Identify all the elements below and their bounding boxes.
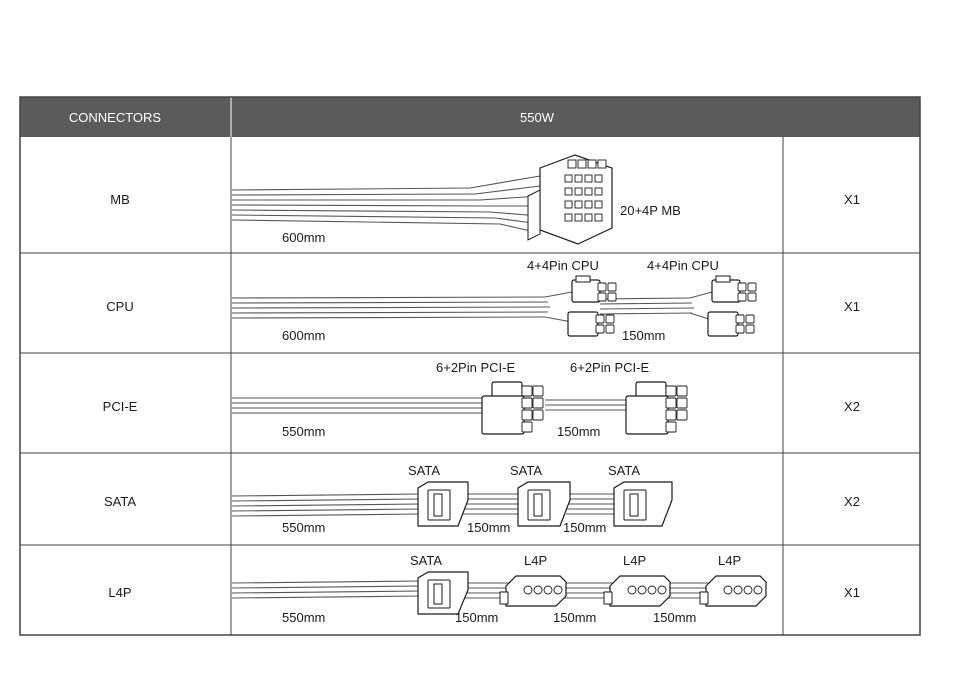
l4p-length-label-1: 550mm <box>282 610 326 625</box>
table-row-mb <box>110 155 860 245</box>
row-count: X2 <box>844 399 860 414</box>
l4p-connector-label-2: L4P <box>524 553 548 568</box>
pcie-cable-2 <box>545 400 628 410</box>
cpu-connector-2 <box>708 276 756 336</box>
sata-connector-label-1: SATA <box>408 463 441 478</box>
mb-cable <box>232 176 540 232</box>
table-row-l4p <box>108 553 860 625</box>
l4p-sata-connector <box>418 572 468 614</box>
l4p-molex-connector-3 <box>700 576 766 606</box>
sata-connector-label-3: SATA <box>608 463 641 478</box>
pcie-cable-1 <box>232 398 488 413</box>
pcie-length-label-2: 150mm <box>557 424 601 439</box>
cpu-cable-1 <box>232 292 572 322</box>
cpu-connector-1 <box>568 276 616 336</box>
cpu-length-label-1: 600mm <box>282 328 326 343</box>
cpu-connector-label-1: 4+4Pin CPU <box>527 258 599 273</box>
l4p-length-label-4: 150mm <box>653 610 697 625</box>
row-count: X1 <box>844 192 860 207</box>
sata-length-label-3: 150mm <box>563 520 607 535</box>
row-name: SATA <box>103 494 137 509</box>
l4p-molex-connector-1 <box>500 576 566 606</box>
pcie-connector-1 <box>482 382 543 434</box>
row-name: PCI-E <box>102 399 138 414</box>
row-name: CPU <box>106 299 134 314</box>
cpu-length-label-2: 150mm <box>622 328 666 343</box>
pcie-length-label-1: 550mm <box>282 424 326 439</box>
pcie-connector-label-1: 6+2Pin PCI-E <box>436 360 516 375</box>
sata-length-label-1: 550mm <box>282 520 326 535</box>
mb-24pin-connector <box>528 155 612 244</box>
mb-length-label: 600mm <box>282 230 326 245</box>
header-connectors: CONNECTORS <box>68 110 162 125</box>
cpu-cable-2 <box>600 292 712 320</box>
mb-connector-label: 20+4P MB <box>620 203 681 218</box>
l4p-length-label-2: 150mm <box>455 610 499 625</box>
table-row-pcie <box>103 360 860 439</box>
row-name: MB <box>110 192 130 207</box>
row-count: X1 <box>844 585 860 600</box>
l4p-length-label-3: 150mm <box>553 610 597 625</box>
l4p-connector-label-1: SATA <box>410 553 443 568</box>
row-name: L4P <box>108 585 132 600</box>
sata-connector-label-2: SATA <box>510 463 543 478</box>
table-row-sata <box>104 463 860 535</box>
l4p-connector-label-3: L4P <box>623 553 647 568</box>
sata-length-label-2: 150mm <box>467 520 511 535</box>
pcie-connector-label-2: 6+2Pin PCI-E <box>570 360 650 375</box>
row-count: X1 <box>844 299 860 314</box>
cpu-connector-label-2: 4+4Pin CPU <box>647 258 719 273</box>
l4p-molex-connector-2 <box>604 576 670 606</box>
sata-connector-3 <box>614 482 672 526</box>
header-model: 550W <box>520 110 554 125</box>
table-row-cpu <box>106 258 860 343</box>
pcie-connector-2 <box>626 382 687 434</box>
row-count: X2 <box>844 494 860 509</box>
l4p-connector-label-4: L4P <box>718 553 742 568</box>
sata-connector-1 <box>418 482 468 526</box>
